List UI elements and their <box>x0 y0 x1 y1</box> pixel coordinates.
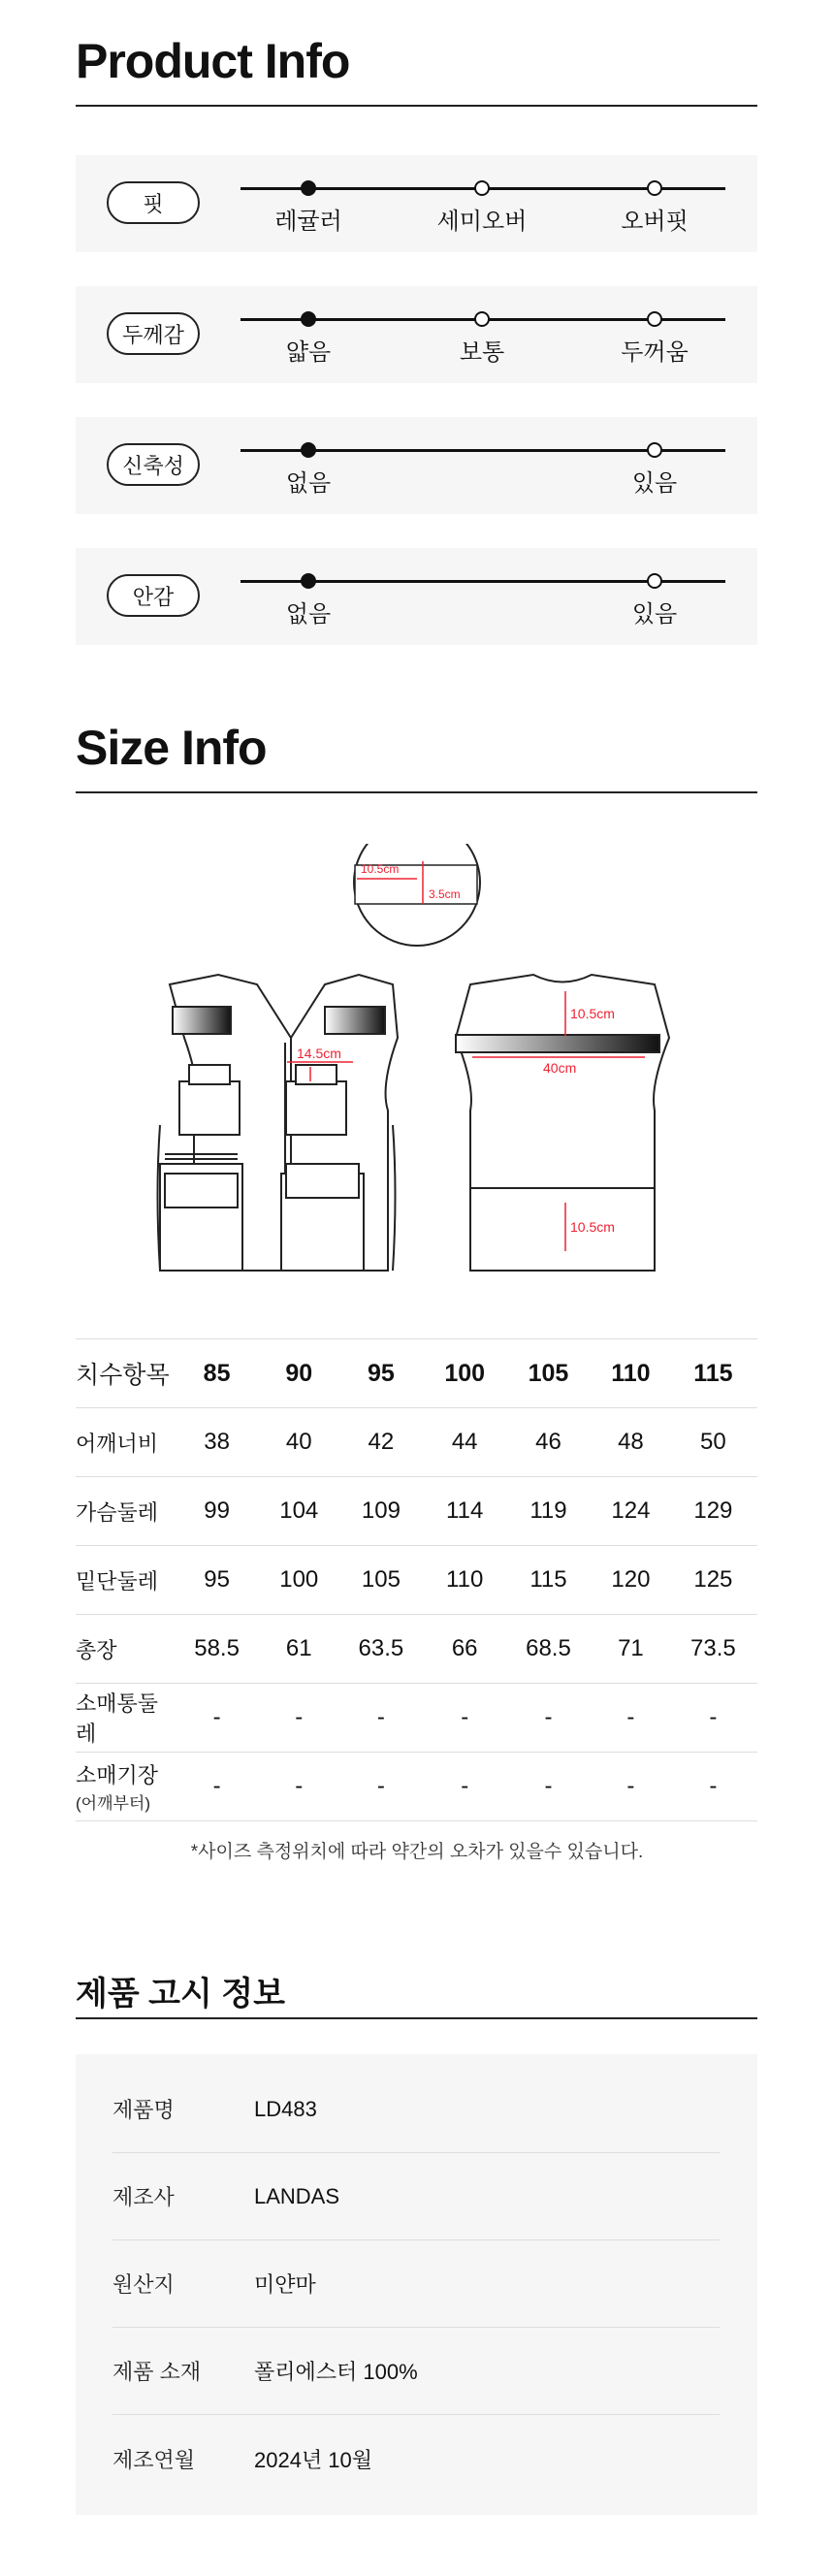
size-cell: 100 <box>261 1546 337 1615</box>
product-info-label: 신축성 <box>107 443 200 486</box>
notice-key: 제품 소재 <box>112 2360 202 2384</box>
notice-title: 제품 고시 정보 <box>76 1976 285 2012</box>
size-row-label <box>76 1408 173 1477</box>
size-row-label <box>76 1615 173 1684</box>
size-row-label-text: 밑단둘레 <box>76 1568 159 1594</box>
notice-row <box>112 2415 720 2502</box>
notice-row <box>112 2066 720 2153</box>
scale-dot-selected <box>301 311 316 327</box>
size-cell: - <box>669 1684 757 1753</box>
size-cell: 129 <box>669 1477 757 1546</box>
scale-option-label: 없음 <box>285 601 332 628</box>
scale-dot-selected <box>301 180 316 196</box>
size-row-label <box>76 1753 173 1821</box>
size-cell: 66 <box>425 1615 503 1684</box>
notice-value: LANDAS <box>254 2183 340 2208</box>
size-cell: 44 <box>425 1408 503 1477</box>
notice-key: 제조연월 <box>112 2447 196 2472</box>
scale-option-label: 오버핏 <box>621 209 689 235</box>
scale-option-label: 없음 <box>285 470 332 497</box>
size-table-header-row <box>76 1339 757 1408</box>
scale-dot <box>647 311 662 327</box>
notice-row <box>112 2153 720 2240</box>
scale-dot-selected <box>301 573 316 589</box>
size-cell: 119 <box>504 1477 593 1546</box>
size-cell: 73.5 <box>669 1615 757 1684</box>
pocket-width-label: 10.5cm <box>361 862 400 876</box>
size-cell: - <box>261 1684 337 1753</box>
notice-value: 폴리에스터 100% <box>254 2360 418 2384</box>
size-table-row <box>76 1477 757 1546</box>
scale-dot <box>647 573 662 589</box>
size-cell: 109 <box>337 1477 425 1546</box>
notice-rule <box>76 2017 757 2019</box>
notice-box <box>76 2054 757 2515</box>
size-cell: 48 <box>593 1408 669 1477</box>
size-cell: 50 <box>669 1408 757 1477</box>
size-row-label <box>76 1684 173 1753</box>
size-row-label-text: 소매통둘레 <box>76 1691 159 1746</box>
size-header-cell: 110 <box>593 1339 669 1408</box>
product-info-row <box>76 417 757 514</box>
size-cell: 46 <box>504 1408 593 1477</box>
size-cell: - <box>504 1684 593 1753</box>
notice-key: 제품명 <box>112 2098 175 2122</box>
vest-back-illustration <box>456 975 669 1271</box>
size-cell: 110 <box>425 1546 503 1615</box>
size-cell: - <box>337 1684 425 1753</box>
vest-front-illustration <box>158 975 399 1271</box>
size-cell: 105 <box>337 1546 425 1615</box>
product-info-label: 두께감 <box>107 312 200 355</box>
product-info-row <box>76 548 757 645</box>
scale-dot-selected <box>301 442 316 458</box>
product-info-row <box>76 286 757 383</box>
pocket-detail-circle <box>354 844 480 946</box>
scale-option-label: 세미오버 <box>436 209 528 235</box>
size-cell: 125 <box>669 1546 757 1615</box>
size-row-label-text: 어깨너비 <box>76 1431 159 1456</box>
scale-option-label: 레귤러 <box>274 209 342 235</box>
product-info-row <box>76 155 757 252</box>
size-cell: 61 <box>261 1615 337 1684</box>
size-cell: - <box>669 1753 757 1821</box>
scale-option-label: 보통 <box>459 339 505 366</box>
size-table-row <box>76 1684 757 1753</box>
size-info-rule <box>76 791 757 793</box>
size-cell: - <box>425 1684 503 1753</box>
chest-pocket-label: 14.5cm <box>297 1046 341 1061</box>
scale-dot <box>647 180 662 196</box>
size-cell: 95 <box>173 1546 261 1615</box>
size-header-cell: 100 <box>425 1339 503 1408</box>
size-cell: 68.5 <box>504 1615 593 1684</box>
notice-value: LD483 <box>254 2096 317 2121</box>
size-cell: 40 <box>261 1408 337 1477</box>
notice-value: 미얀마 <box>254 2272 316 2297</box>
size-table-row <box>76 1753 757 1821</box>
size-row-label <box>76 1477 173 1546</box>
size-row-label-text: 소매기장 <box>76 1763 159 1787</box>
scale-dot <box>647 442 662 458</box>
back-width-label: 40cm <box>543 1060 577 1076</box>
scale-dot <box>474 180 490 196</box>
size-row-label-text: 총장 <box>76 1637 117 1662</box>
size-cell: - <box>173 1684 261 1753</box>
size-cell: 120 <box>593 1546 669 1615</box>
size-header-cell: 105 <box>504 1339 593 1408</box>
size-cell: 63.5 <box>337 1615 425 1684</box>
size-table-row <box>76 1615 757 1684</box>
vest-size-diagram <box>0 844 834 1300</box>
size-row-label <box>76 1546 173 1615</box>
size-cell: - <box>425 1753 503 1821</box>
size-cell: 71 <box>593 1615 669 1684</box>
size-table <box>76 1338 757 1821</box>
size-cell: - <box>593 1684 669 1753</box>
size-cell: 38 <box>173 1408 261 1477</box>
size-cell: 58.5 <box>173 1615 261 1684</box>
back-bottom-label: 10.5cm <box>570 1219 615 1235</box>
size-header-cell: 95 <box>337 1339 425 1408</box>
size-cell: 99 <box>173 1477 261 1546</box>
scale-option-label: 있음 <box>631 601 678 628</box>
scale-dot <box>474 311 490 327</box>
product-info-title: Product Info <box>76 34 350 88</box>
size-header-cell: 90 <box>261 1339 337 1408</box>
size-header-cell: 115 <box>669 1339 757 1408</box>
back-top-label: 10.5cm <box>570 1006 615 1021</box>
pocket-height-label: 3.5cm <box>429 887 461 901</box>
back-measurements <box>472 991 645 1251</box>
notice-row <box>112 2328 720 2415</box>
size-cell: 124 <box>593 1477 669 1546</box>
size-row-sublabel: (어깨부터) <box>76 1794 151 1813</box>
size-note: *사이즈 측정위치에 따라 약간의 오차가 있을수 있습니다. <box>190 1842 644 1862</box>
size-cell: - <box>261 1753 337 1821</box>
size-table-row <box>76 1546 757 1615</box>
size-cell: 114 <box>425 1477 503 1546</box>
size-cell: - <box>173 1753 261 1821</box>
product-info-label: 안감 <box>107 574 200 617</box>
size-table-row <box>76 1408 757 1477</box>
scale-option-label: 두꺼움 <box>621 339 689 366</box>
size-cell: 42 <box>337 1408 425 1477</box>
scale-option-label: 얇음 <box>285 339 332 366</box>
size-header-cell: 85 <box>173 1339 261 1408</box>
size-cell: - <box>504 1753 593 1821</box>
product-info-rule <box>76 105 757 107</box>
product-info-label: 핏 <box>107 181 200 224</box>
notice-key: 원산지 <box>112 2272 175 2297</box>
size-cell: - <box>337 1753 425 1821</box>
size-table-header-label: 치수항목 <box>76 1339 173 1408</box>
size-info-title: Size Info <box>76 721 267 775</box>
notice-key: 제조사 <box>112 2185 175 2209</box>
size-cell: 115 <box>504 1546 593 1615</box>
notice-row <box>112 2240 720 2328</box>
size-cell: - <box>593 1753 669 1821</box>
scale-option-label: 있음 <box>631 470 678 497</box>
size-cell: 104 <box>261 1477 337 1546</box>
size-row-label-text: 가슴둘레 <box>76 1499 159 1525</box>
notice-value: 2024년 10월 <box>254 2447 373 2472</box>
